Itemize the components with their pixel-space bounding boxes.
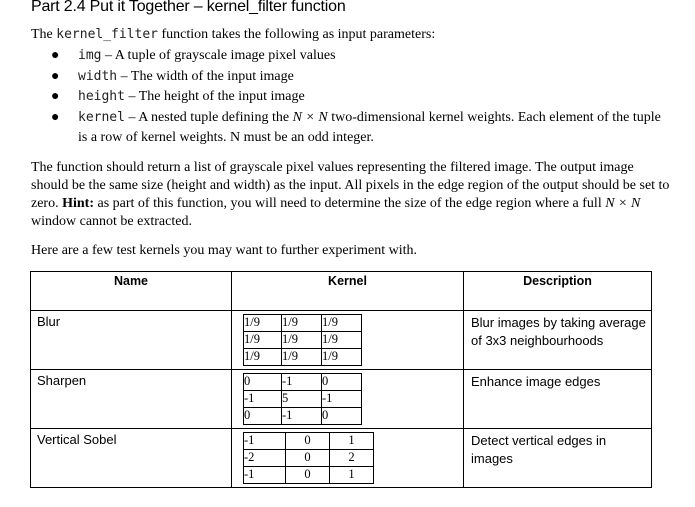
kernel-value: 1/9	[322, 332, 362, 349]
header-description: Description	[464, 272, 652, 311]
parameter-code: kernel	[78, 109, 125, 125]
kernel-value: 0	[244, 374, 282, 391]
kernel-matrix	[243, 314, 362, 366]
test-kernels-intro: Here are a few test kernels you may want to further experiment with.	[31, 243, 418, 258]
kernel-value: 1/9	[244, 332, 282, 349]
kernel-value: 1/9	[282, 332, 322, 349]
kernel-description: Enhance image edges	[464, 370, 652, 429]
intro-paragraph	[31, 27, 435, 43]
kernel-value: 1	[330, 467, 374, 484]
kernel-matrix	[243, 373, 362, 425]
kernel-value: -1	[282, 374, 322, 391]
intro-suffix: function takes the following as input parameters:	[158, 27, 436, 42]
return-paragraph	[31, 159, 671, 231]
parameter-text-continued: two-dimensional kernel weights. Each element of the tuple is a row of kernel weights. N must be an odd integer.	[78, 109, 661, 145]
bullet-icon: ●	[51, 89, 60, 104]
kernel-value: 0	[322, 408, 362, 425]
kernel-matrix	[243, 432, 374, 484]
kernel-name: Vertical Sobel	[31, 429, 232, 488]
parameter-code: img	[78, 48, 102, 63]
hint-label: Hint:	[62, 196, 94, 211]
kernel-value: 1/9	[282, 349, 322, 366]
kernel-cell	[232, 370, 464, 429]
header-name: Name	[31, 272, 232, 311]
section-heading: Part 2.4 Put it Together – kernel_filter function	[31, 0, 346, 15]
parameter-text: – The width of the input image	[117, 68, 294, 84]
function-name-code: kernel_filter	[56, 27, 159, 42]
kernel-description: Detect vertical edges in images	[464, 429, 652, 488]
kernel-cell	[232, 311, 464, 370]
return-text: The function should return a list of grayscale pixel values representing the filtered image. The output image should be the same size (height and width) as the input. All pixels in the edge region of the output should be set to zero.	[31, 160, 670, 211]
kernel-value: -1	[244, 391, 282, 408]
kernel-name: Blur	[31, 311, 232, 370]
kernel-value: 1/9	[244, 315, 282, 332]
bullet-icon: ●	[51, 109, 60, 125]
parameter-item-kernel	[51, 108, 661, 149]
kernel-value: 1/9	[322, 349, 362, 366]
kernel-value: -1	[244, 433, 286, 450]
bullet-icon: ●	[51, 68, 60, 84]
parameter-text: – The height of the input image	[124, 89, 305, 104]
nxn-math: N × N	[292, 109, 328, 125]
kernel-value: 0	[322, 374, 362, 391]
kernel-value: 2	[330, 450, 374, 467]
kernel-value: 0	[286, 433, 330, 450]
kernel-value: 5	[282, 391, 322, 408]
table-header-row	[31, 272, 652, 311]
kernel-cell	[232, 429, 464, 488]
hint-text-continued: window cannot be extracted.	[31, 214, 192, 229]
kernel-description: Blur images by taking average of 3x3 neighbourhoods	[464, 311, 652, 370]
nxn-math: N × N	[605, 196, 641, 211]
header-kernel: Kernel	[232, 272, 464, 311]
kernel-value: 0	[286, 450, 330, 467]
kernel-value: -1	[322, 391, 362, 408]
parameter-code: width	[78, 68, 118, 84]
kernel-value: 1/9	[282, 315, 322, 332]
intro-prefix: The	[31, 27, 57, 42]
table-row	[31, 311, 652, 370]
kernel-value: -1	[282, 408, 322, 425]
kernel-name: Sharpen	[31, 370, 232, 429]
parameter-item-height	[51, 87, 661, 108]
parameter-list	[51, 46, 661, 149]
parameter-code: height	[78, 89, 125, 104]
kernel-value: 0	[286, 467, 330, 484]
parameter-item-img	[51, 46, 661, 67]
kernel-value: 0	[244, 408, 282, 425]
parameter-text: – A tuple of grayscale image pixel values	[101, 48, 336, 63]
kernel-value: 1	[330, 433, 374, 450]
table-row	[31, 370, 652, 429]
table-row	[31, 429, 652, 488]
kernels-table	[30, 271, 652, 488]
kernel-value: 1/9	[244, 349, 282, 366]
parameter-item-width	[51, 67, 661, 88]
kernel-value: 1/9	[322, 315, 362, 332]
bullet-icon: ●	[51, 48, 60, 63]
parameter-text: – A nested tuple defining the	[124, 109, 293, 125]
kernel-value: -2	[244, 450, 286, 467]
hint-text: as part of this function, you will need to determine the size of the edge region where a full	[93, 196, 606, 211]
kernel-value: -1	[244, 467, 286, 484]
